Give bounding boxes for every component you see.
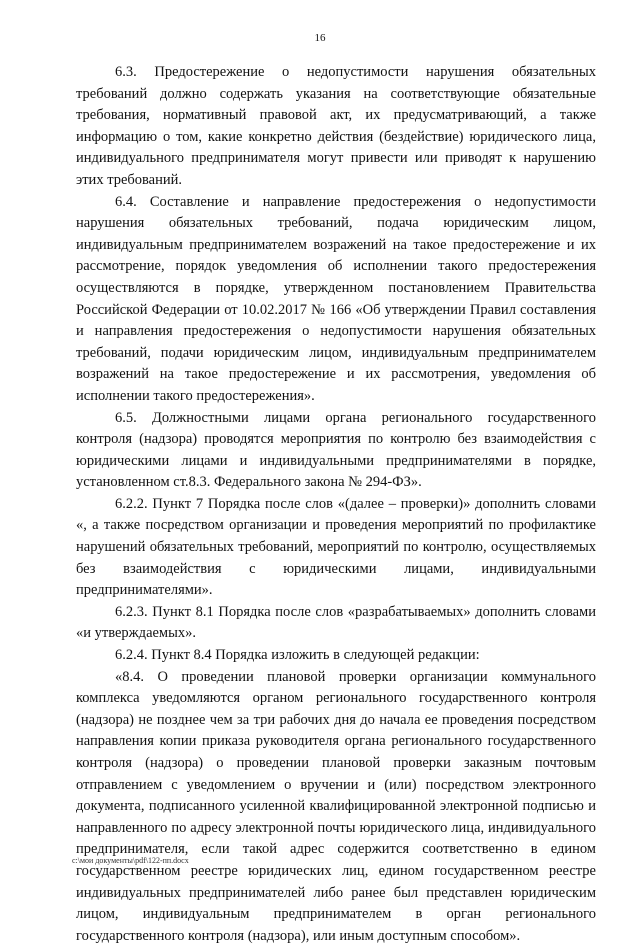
paragraph: 6.3. Предостережение о недопустимости нарушения обязательных требований должно содержать указания на соответствующие обязательные требования, нормативный правовой акт, их предусматривающий, а также информацию о том, какие конкретно действия (бездействие) юридического лица, индивидуального предпринимателя могут привести или приводят к нарушению этих требований. [76,64,596,188]
paragraph: 6.2.4. Пункт 8.4 Порядка изложить в следующей редакции: [115,647,480,664]
body-text [76,62,596,947]
paragraph: 6.2.2. Пункт 7 Порядка после слов «(далее – проверки)» дополнить словами «, а также посредством организации и проведения мероприятий по профилактике нарушений обязательных требований, мероприятий по контролю, осуществляемых без взаимодействия с юридическими лицами, индивидуальными предпринимателями». [76,495,596,599]
paragraph: 6.5. Должностными лицами органа регионального государственного контроля (надзора) проводятся мероприятия по контролю без взаимодействия с юридическими лицами и индивидуальными предпринимателями в порядке, установленном ст.8.3. Федерального закона № 294-ФЗ». [76,409,596,491]
page-number: 16 [314,32,326,44]
paragraph: 6.4. Составление и направление предостережения о недопустимости нарушения обязательных требований, подача юридическим лицом, индивидуальным предпринимателем возражений на такое предостережение и их рассмотрение, порядок уведомления об исполнении такого предостережения осуществляются в порядке, утвержденном постановлением Правительства Российской Федерации от 10.02.2017 № 166 «Об утверждении Правил составления и направления предостережения о недопустимости нарушения обязательных требований, подачи юридическим лицом, индивидуальным предпринимателем возражений на такое предостережение и их рассмотрения, уведомления об исполнении такого предостережения». [76,193,596,404]
paragraph: 6.2.3. Пункт 8.1 Порядка после слов «разрабатываемых» дополнить словами «и утверждаемых». [76,603,596,642]
paragraph: «8.4. О проведении плановой проверки организации коммунального комплекса уведомляются органом регионального государственного контроля (надзора) не позднее чем за три рабочих дня до начала ее проведения посредством направления копии приказа руководителя органа регионального государственного контроля (надзора) о проведении плановой проверки заказным почтовым отправлением с уведомлением о вручении и (или) посредством электронного документа, подписанного усиленной квалифицированной электронной подписью и направленного по адресу электронной почты юридического лица, индивидуального предпринимателя, если такой адрес содержится соответственно в едином государственном реестре юридических лиц, едином государственном реестре индивидуальных предпринимателей либо ранее был представлен юридическим лицом, индивидуальным предпринимателем в орган регионального государственного контроля (надзора), или иным доступным способом». [76,668,596,944]
file-path-footer: c:\мои документы\pdf\122-пп.docx [72,856,189,865]
